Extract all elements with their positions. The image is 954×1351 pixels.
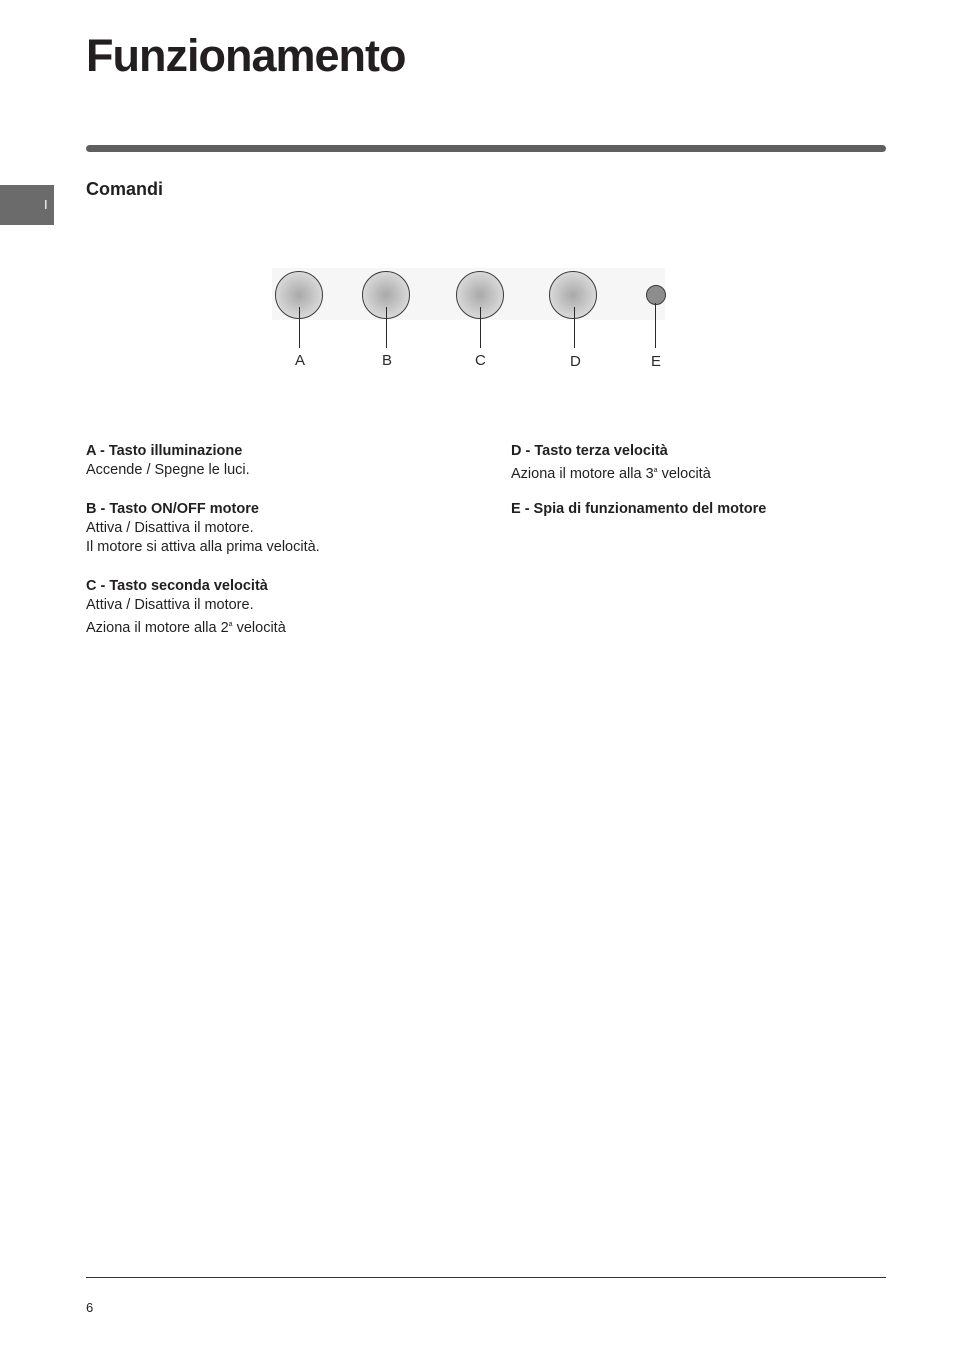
description-c-line <box>86 615 286 638</box>
description-c-heading: C - Tasto seconda velocità <box>86 578 268 594</box>
description-d-line <box>511 461 711 484</box>
description-a <box>86 442 250 480</box>
page-number: 6 <box>86 1300 94 1315</box>
language-tab <box>0 185 54 225</box>
description-d <box>511 442 711 484</box>
label-b: B <box>382 352 393 369</box>
leader-line-c <box>480 307 481 348</box>
superscript: a <box>653 467 658 474</box>
language-tab-label: I <box>44 197 48 212</box>
leader-line-e <box>655 303 656 348</box>
description-a-line: Accende / Spegne le luci. <box>86 462 250 478</box>
leader-line-a <box>299 307 300 348</box>
leader-line-b <box>386 307 387 348</box>
description-e <box>511 500 766 519</box>
leader-line-d <box>574 307 575 348</box>
label-e: E <box>651 353 662 370</box>
third-speed-button <box>549 271 597 319</box>
description-b-line: Il motore si attiva alla prima velocità. <box>86 539 320 555</box>
section-heading: Comandi <box>86 179 164 199</box>
description-d-text: Aziona il motore alla 3 <box>511 465 654 482</box>
description-e-heading: E - Spia di funzionamento del motore <box>511 501 767 517</box>
superscript: a <box>228 621 233 628</box>
description-b-heading: B - Tasto ON/OFF motore <box>86 501 259 517</box>
label-d: D <box>570 353 581 370</box>
label-a: A <box>295 352 306 369</box>
description-d-text: velocità <box>657 465 711 482</box>
label-c: C <box>475 352 486 369</box>
motor-indicator-lamp <box>646 285 666 305</box>
description-c-text: velocità <box>232 619 286 636</box>
description-c-text: Aziona il motore alla 2 <box>86 619 229 636</box>
footer-divider <box>86 1277 886 1278</box>
description-c-line: Attiva / Disattiva il motore. <box>86 597 254 613</box>
description-d-heading: D - Tasto terza velocità <box>511 443 668 459</box>
description-a-heading: A - Tasto illuminazione <box>86 443 243 459</box>
title-divider <box>86 145 886 152</box>
description-c <box>86 577 286 638</box>
description-b <box>86 500 320 557</box>
description-b-line: Attiva / Disattiva il motore. <box>86 520 254 536</box>
page-title: Funzionamento <box>86 30 406 81</box>
